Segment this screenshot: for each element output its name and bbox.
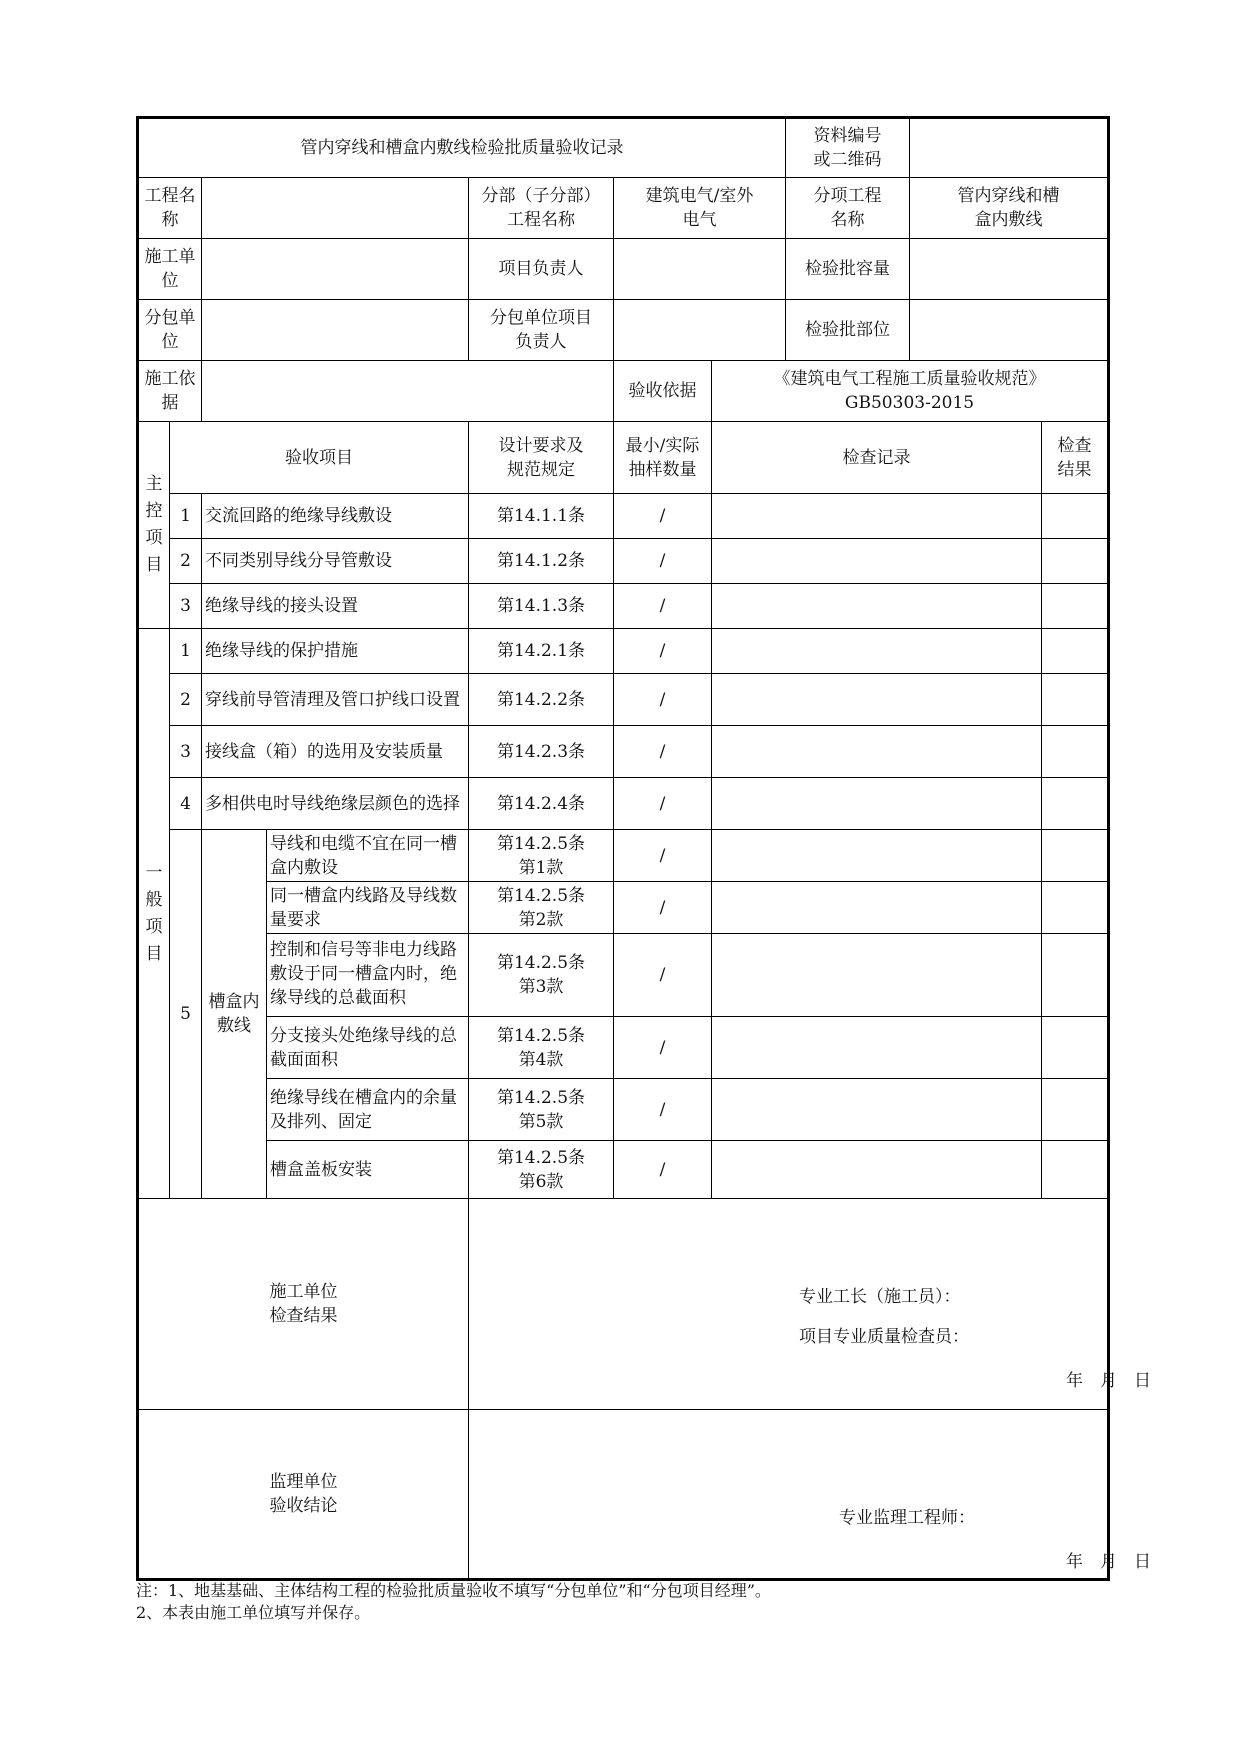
supervisor-label: 监理单位 验收结论 bbox=[138, 1410, 469, 1580]
item-result-field[interactable] bbox=[1042, 629, 1109, 674]
batch-capacity-field[interactable] bbox=[910, 239, 1109, 300]
item-result-field[interactable] bbox=[1042, 1079, 1109, 1141]
item-name: 不同类别导线分导管敷设 bbox=[202, 539, 469, 584]
division-label: 分部（子分部） 工程名称 bbox=[469, 178, 614, 239]
inspection-record-table bbox=[136, 116, 1151, 1581]
project-name-label: 工程名称 bbox=[138, 178, 202, 239]
item-no: 3 bbox=[170, 584, 202, 629]
contractor-date: 年 月 日 bbox=[1066, 1371, 1151, 1391]
item-name: 多相供电时导线绝缘层颜色的选择 bbox=[202, 778, 469, 830]
item-name: 接线盒（箱）的选用及安装质量 bbox=[202, 726, 469, 778]
item-requirement: 第14.1.3条 bbox=[469, 584, 614, 629]
item-name: 穿线前导管清理及管口护线口设置 bbox=[202, 674, 469, 726]
table-row bbox=[138, 1079, 1109, 1141]
batch-location-label: 检验批部位 bbox=[786, 300, 910, 361]
item-name: 同一槽盒内线路及导线数量要求 bbox=[267, 882, 469, 934]
item-record-field[interactable] bbox=[712, 1017, 1042, 1079]
engineer-signature-label: 专业监理工程师： bbox=[839, 1508, 975, 1528]
foreman-signature-label: 专业工长（施工员）： bbox=[799, 1287, 961, 1307]
supervisor-date: 年 月 日 bbox=[1066, 1552, 1151, 1572]
item-sample: / bbox=[614, 1017, 712, 1079]
item-result-field[interactable] bbox=[1042, 494, 1109, 539]
table-row bbox=[138, 830, 1109, 882]
subcontractor-field[interactable] bbox=[202, 300, 469, 361]
item-sample: / bbox=[614, 1079, 712, 1141]
col-item-header: 验收项目 bbox=[170, 422, 469, 494]
col-result-header: 检查 结果 bbox=[1042, 422, 1109, 494]
item-name-text: 控制和信号等非电力线路敷设于同一槽盒内时，绝缘导线的总截面积 bbox=[270, 940, 457, 1008]
item-result-field[interactable] bbox=[1042, 674, 1109, 726]
item-no: 1 bbox=[170, 629, 202, 674]
item-record-field[interactable] bbox=[712, 1141, 1042, 1199]
main-control-label: 主 控 项 目 bbox=[138, 422, 170, 629]
item-requirement: 第14.2.5条 第5款 bbox=[469, 1079, 614, 1141]
item-requirement: 第14.2.5条 第6款 bbox=[469, 1141, 614, 1199]
item-requirement: 第14.2.5条 第2款 bbox=[469, 882, 614, 934]
subitem-label: 分项工程 名称 bbox=[786, 178, 910, 239]
footnote-1: 注：1、地基基础、主体结构工程的检验批质量验收不填写“分包单位”和“分包项目经理”。 bbox=[136, 1581, 771, 1600]
table-row bbox=[138, 539, 1109, 584]
item-name: 导线和电缆不宜在同一槽盒内敷设 bbox=[267, 830, 469, 882]
item-sample: / bbox=[614, 934, 712, 1017]
sub-manager-field[interactable] bbox=[614, 300, 786, 361]
inspector-signature-label: 项目专业质量检查员： bbox=[799, 1327, 969, 1347]
supervisor-conclusion-area[interactable] bbox=[469, 1410, 1151, 1580]
item-result-field[interactable] bbox=[1042, 539, 1109, 584]
construction-basis-field[interactable] bbox=[202, 361, 614, 422]
table-row bbox=[138, 494, 1109, 539]
item-requirement: 第14.2.4条 bbox=[469, 778, 614, 830]
subcontractor-label: 分包单位 bbox=[138, 300, 202, 361]
item-requirement: 第14.2.5条 第1款 bbox=[469, 830, 614, 882]
item-sample: / bbox=[614, 778, 712, 830]
item-record-field[interactable] bbox=[712, 584, 1042, 629]
item-result-field[interactable] bbox=[1042, 882, 1109, 934]
table-row bbox=[138, 882, 1109, 934]
item-result-field[interactable] bbox=[1042, 934, 1109, 1017]
item-record-field[interactable] bbox=[712, 539, 1042, 584]
item-requirement: 第14.2.1条 bbox=[469, 629, 614, 674]
item-name bbox=[267, 934, 469, 1017]
item-no: 4 bbox=[170, 778, 202, 830]
general-label: 一 般 项 目 bbox=[138, 629, 170, 1199]
item-record-field[interactable] bbox=[712, 726, 1042, 778]
table-row bbox=[138, 1141, 1109, 1199]
project-manager-label: 项目负责人 bbox=[469, 239, 614, 300]
item-requirement: 第14.2.3条 bbox=[469, 726, 614, 778]
item-result-field[interactable] bbox=[1042, 778, 1109, 830]
table-row bbox=[138, 674, 1109, 726]
item-name: 分支接头处绝缘导线的总截面面积 bbox=[267, 1017, 469, 1079]
item-sample: / bbox=[614, 584, 712, 629]
group5-no: 5 bbox=[170, 830, 202, 1199]
item-result-field[interactable] bbox=[1042, 726, 1109, 778]
table-row bbox=[138, 629, 1109, 674]
table-row bbox=[138, 934, 1109, 1017]
item-sample: / bbox=[614, 726, 712, 778]
batch-capacity-label: 检验批容量 bbox=[786, 239, 910, 300]
item-requirement: 第14.1.1条 bbox=[469, 494, 614, 539]
item-record-field[interactable] bbox=[712, 629, 1042, 674]
item-sample: / bbox=[614, 494, 712, 539]
item-result-field[interactable] bbox=[1042, 1141, 1109, 1199]
subitem-value: 管内穿线和槽 盒内敷线 bbox=[910, 178, 1109, 239]
item-no: 2 bbox=[170, 539, 202, 584]
item-requirement: 第14.2.5条 第3款 bbox=[469, 934, 614, 1017]
table-row bbox=[138, 1017, 1109, 1079]
item-result-field[interactable] bbox=[1042, 830, 1109, 882]
col-requirement-header: 设计要求及 规范规定 bbox=[469, 422, 614, 494]
contractor-check-label: 施工单位 检查结果 bbox=[138, 1199, 469, 1410]
item-record-field[interactable] bbox=[712, 882, 1042, 934]
code-label: 资料编号 或二维码 bbox=[786, 118, 910, 178]
item-record-field[interactable] bbox=[712, 674, 1042, 726]
item-name: 绝缘导线的保护措施 bbox=[202, 629, 469, 674]
item-sample: / bbox=[614, 830, 712, 882]
item-no: 1 bbox=[170, 494, 202, 539]
construction-basis-label: 施工依据 bbox=[138, 361, 202, 422]
contractor-label: 施工单位 bbox=[138, 239, 202, 300]
col-sample-header: 最小/实际 抽样数量 bbox=[614, 422, 712, 494]
item-no: 3 bbox=[170, 726, 202, 778]
item-sample: / bbox=[614, 629, 712, 674]
col-record-header: 检查记录 bbox=[712, 422, 1042, 494]
item-record-field[interactable] bbox=[712, 778, 1042, 830]
item-name: 槽盒盖板安装 bbox=[267, 1141, 469, 1199]
sub-manager-label: 分包单位项目 负责人 bbox=[469, 300, 614, 361]
item-record-field[interactable] bbox=[712, 934, 1042, 1017]
item-result-field[interactable] bbox=[1042, 1017, 1109, 1079]
division-value: 建筑电气/室外 电气 bbox=[614, 178, 786, 239]
item-name: 绝缘导线的接头设置 bbox=[202, 584, 469, 629]
project-name-field[interactable] bbox=[202, 178, 469, 239]
project-manager-field[interactable] bbox=[614, 239, 786, 300]
code-value-field[interactable] bbox=[910, 118, 1109, 178]
item-sample: / bbox=[614, 882, 712, 934]
item-requirement: 第14.1.2条 bbox=[469, 539, 614, 584]
item-record-field[interactable] bbox=[712, 1079, 1042, 1141]
item-name: 交流回路的绝缘导线敷设 bbox=[202, 494, 469, 539]
table-row bbox=[138, 584, 1109, 629]
item-record-field[interactable] bbox=[712, 494, 1042, 539]
item-result-field[interactable] bbox=[1042, 584, 1109, 629]
acceptance-basis-value: 《建筑电气工程施工质量验收规范》 GB50303-2015 bbox=[712, 361, 1109, 422]
table-row bbox=[138, 726, 1109, 778]
item-sample: / bbox=[614, 674, 712, 726]
batch-location-field[interactable] bbox=[910, 300, 1109, 361]
item-name: 绝缘导线在槽盒内的余量及排列、固定 bbox=[267, 1079, 469, 1141]
item-record-field[interactable] bbox=[712, 830, 1042, 882]
item-sample: / bbox=[614, 1141, 712, 1199]
item-no: 2 bbox=[170, 674, 202, 726]
group5-label: 槽盒内 敷线 bbox=[202, 830, 267, 1199]
form-title: 管内穿线和槽盒内敷线检验批质量验收记录 bbox=[138, 118, 786, 178]
table-row bbox=[138, 778, 1109, 830]
acceptance-basis-label: 验收依据 bbox=[614, 361, 712, 422]
footnotes bbox=[136, 1580, 771, 1624]
item-requirement: 第14.2.5条 第4款 bbox=[469, 1017, 614, 1079]
item-sample: / bbox=[614, 539, 712, 584]
contractor-field[interactable] bbox=[202, 239, 469, 300]
item-requirement: 第14.2.2条 bbox=[469, 674, 614, 726]
footnote-2: 2、本表由施工单位填写并保存。 bbox=[136, 1603, 371, 1622]
contractor-check-area[interactable] bbox=[469, 1199, 1151, 1410]
